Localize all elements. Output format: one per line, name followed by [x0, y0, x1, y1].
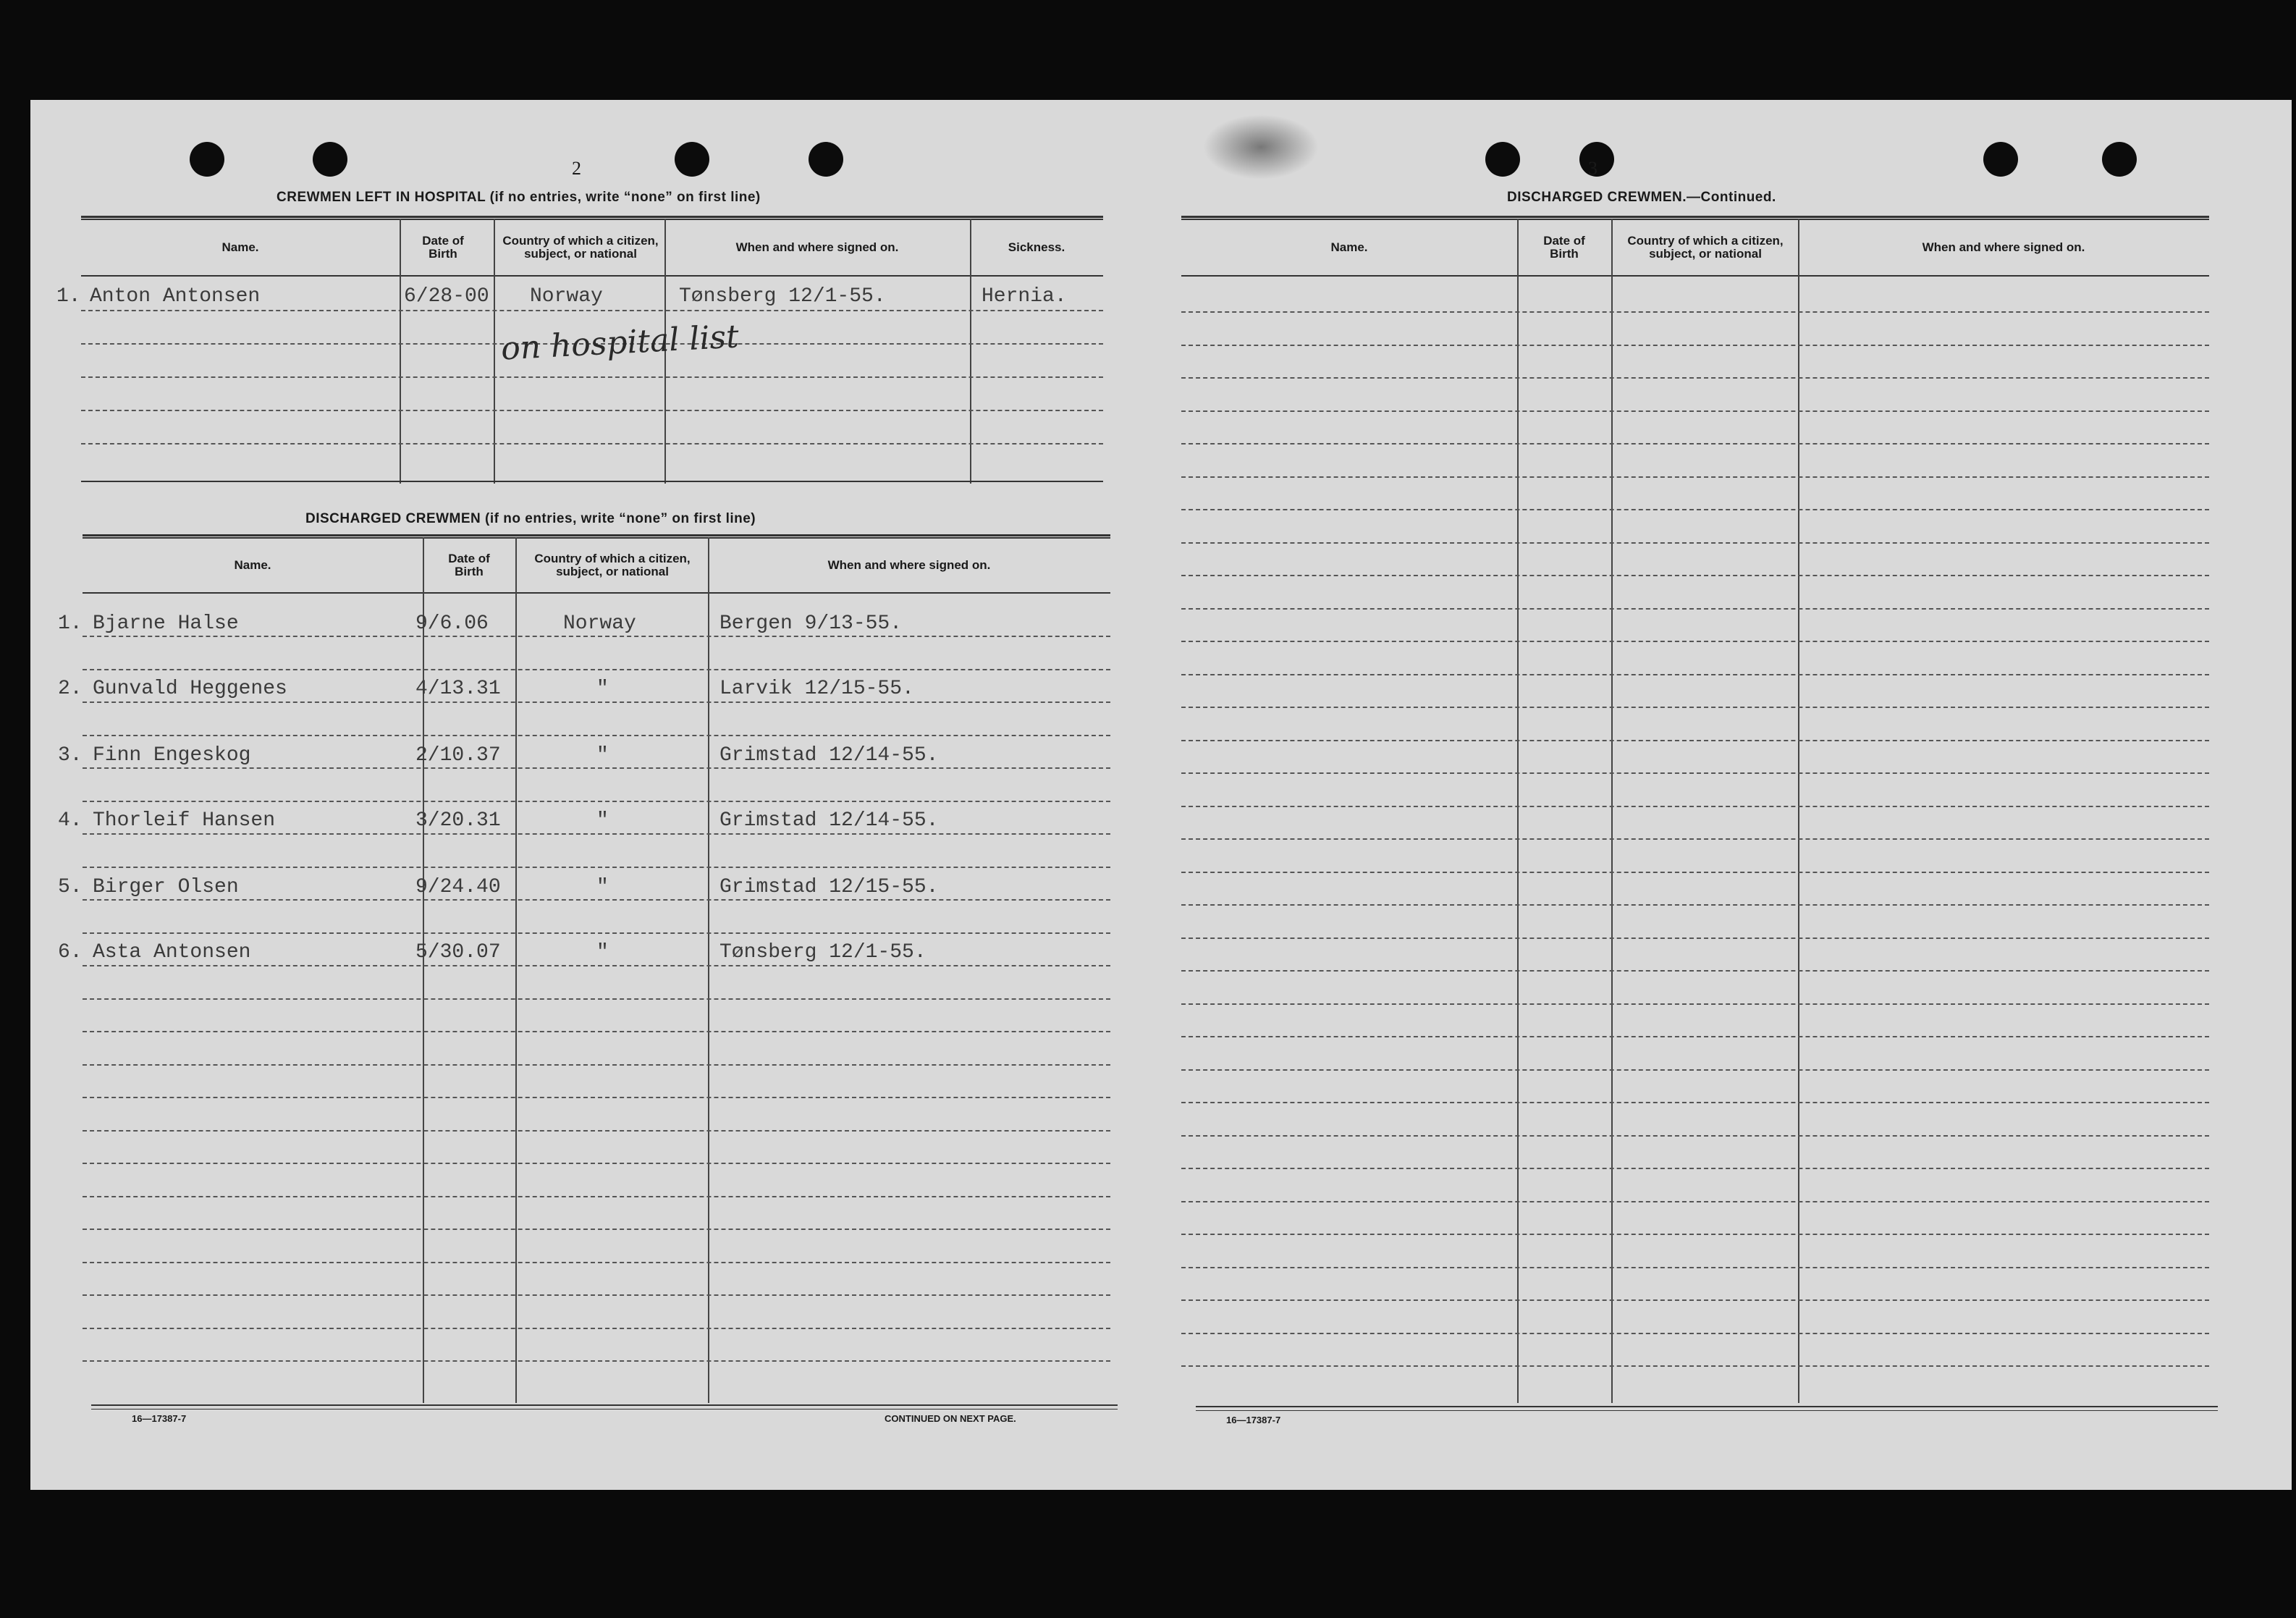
row-line: [81, 443, 1103, 444]
row-line: [1181, 377, 2209, 379]
punch-hole: [675, 142, 709, 177]
header-signed-on: When and where signed on.: [735, 240, 899, 254]
discharged-section-title: DISCHARGED CREWMEN (if no entries, write “none” on first line): [305, 511, 756, 526]
row-number: 1.: [56, 285, 81, 308]
row-line: [83, 932, 1110, 934]
bottom-rule: [91, 1404, 1118, 1410]
row-line: [83, 1130, 1110, 1132]
row-line: [1181, 1168, 2209, 1169]
page-number: 2: [572, 158, 581, 179]
row-line: [1181, 542, 2209, 544]
header-dob: Date of Birth: [448, 552, 490, 578]
row-line: [83, 965, 1110, 966]
header-signed-on: When and where signed on.: [827, 558, 991, 572]
row-number: 5.: [58, 876, 83, 898]
punch-hole: [190, 142, 224, 177]
row-line: [81, 376, 1103, 378]
table-top-rule: [81, 216, 1103, 220]
crew-dob: 6/28-00: [404, 285, 489, 308]
row-line: [83, 701, 1110, 703]
row-line: [1181, 707, 2209, 708]
row-line: [1181, 1365, 2209, 1367]
header-country: Country of which a citizen, subject, or national: [1627, 234, 1784, 261]
crew-signed-on: Tønsberg 12/1-55.: [679, 285, 886, 308]
row-number: 6.: [58, 941, 83, 964]
row-line: [1181, 1267, 2209, 1268]
row-number: 2.: [58, 678, 83, 700]
crew-name: Anton Antonsen: [90, 285, 261, 308]
row-number: 3.: [58, 744, 83, 767]
row-line: [1181, 443, 2209, 444]
form-code: 16—17387-7: [132, 1413, 187, 1424]
form-code: 16—17387-7: [1226, 1415, 1281, 1425]
column-rule: [1611, 219, 1613, 1403]
row-line: [1181, 872, 2209, 873]
row-line: [83, 1064, 1110, 1066]
punch-hole: [2102, 142, 2137, 177]
header-dob: Date of Birth: [1543, 234, 1585, 261]
row-line: [81, 310, 1103, 311]
row-line: [1181, 904, 2209, 906]
crew-dob: 9/6.06: [415, 612, 489, 635]
row-line: [1181, 608, 2209, 610]
punch-hole: [1983, 142, 2018, 177]
continued-note: CONTINUED ON NEXT PAGE.: [885, 1413, 1016, 1424]
row-line: [1181, 410, 2209, 412]
crew-name: Asta Antonsen: [93, 941, 251, 964]
row-line: [83, 1229, 1110, 1230]
row-line: [1181, 937, 2209, 939]
row-line: [81, 410, 1103, 411]
hospital-section-title: CREWMEN LEFT IN HOSPITAL (if no entries, write “none” on first line): [277, 190, 761, 205]
crew-signed-on: Bergen 9/13-55.: [719, 612, 903, 635]
row-line: [1181, 740, 2209, 741]
row-line: [1181, 641, 2209, 642]
header-signed-on: When and where signed on.: [1922, 240, 2085, 254]
row-line: [83, 669, 1110, 670]
page-number: 3: [1588, 158, 1598, 179]
crew-country: ": [596, 744, 609, 767]
row-line: [83, 1031, 1110, 1032]
row-line: [83, 1328, 1110, 1329]
row-line: [83, 636, 1110, 637]
crew-country: Norway: [530, 285, 603, 308]
row-line: [83, 1097, 1110, 1098]
crew-country: ": [596, 941, 609, 964]
row-line: [1181, 970, 2209, 972]
row-line: [83, 735, 1110, 736]
header-sickness: Sickness.: [1008, 240, 1065, 254]
crew-country: ": [596, 678, 609, 700]
crew-name: Birger Olsen: [93, 876, 239, 898]
row-line: [1181, 575, 2209, 576]
header-name: Name.: [234, 558, 271, 572]
row-line: [1181, 345, 2209, 346]
row-line: [1181, 1201, 2209, 1202]
crew-signed-on: Grimstad 12/14-55.: [719, 744, 939, 767]
crew-signed-on: Tønsberg 12/1-55.: [719, 941, 927, 964]
row-line: [1181, 1234, 2209, 1235]
crew-signed-on: Grimstad 12/14-55.: [719, 809, 939, 832]
row-line: [83, 899, 1110, 901]
row-line: [1181, 772, 2209, 774]
punch-hole: [809, 142, 843, 177]
column-rule: [708, 537, 709, 1403]
crew-name: Bjarne Halse: [93, 612, 239, 635]
row-line: [1181, 806, 2209, 807]
header-dob: Date of Birth: [422, 234, 464, 261]
column-rule: [1517, 219, 1519, 1403]
table-bottom-rule: [81, 481, 1103, 482]
crew-sickness: Hernia.: [982, 285, 1067, 308]
punch-hole: [1485, 142, 1520, 177]
table-top-rule: [1181, 216, 2209, 220]
header-name: Name.: [221, 240, 259, 254]
row-line: [83, 801, 1110, 802]
row-number: 1.: [58, 612, 83, 635]
row-line: [83, 1294, 1110, 1296]
row-line: [83, 833, 1110, 835]
row-line: [83, 998, 1110, 1000]
paper-smudge: [1203, 114, 1319, 180]
discharged-continued-title: DISCHARGED CREWMEN.—Continued.: [1507, 190, 1776, 205]
handwritten-note: on hospital list: [499, 318, 740, 368]
row-line: [1181, 1003, 2209, 1005]
header-name: Name.: [1330, 240, 1368, 254]
right-page: [1160, 100, 2292, 1490]
discharged-continued-table: [1181, 216, 2209, 1403]
crew-country: ": [596, 809, 609, 832]
hospital-table: [56, 216, 1103, 485]
row-line: [1181, 1102, 2209, 1103]
row-line: [83, 1360, 1110, 1362]
header-country: Country of which a citizen, subject, or national: [534, 552, 691, 578]
column-rule: [1798, 219, 1799, 1403]
row-line: [1181, 1135, 2209, 1137]
row-number: 4.: [58, 809, 83, 832]
row-line: [1181, 311, 2209, 313]
column-rule: [515, 537, 517, 1403]
crew-name: Thorleif Hansen: [93, 809, 276, 832]
row-line: [83, 1196, 1110, 1197]
row-line: [83, 767, 1110, 769]
row-line: [1181, 674, 2209, 675]
row-line: [83, 1163, 1110, 1164]
crew-signed-on: Grimstad 12/15-55.: [719, 876, 939, 898]
row-line: [83, 1262, 1110, 1263]
crew-dob: 2/10.37: [415, 744, 501, 767]
row-line: [1181, 476, 2209, 478]
column-rule: [423, 537, 424, 1403]
crew-dob: 3/20.31: [415, 809, 501, 832]
row-line: [83, 867, 1110, 868]
row-line: [1181, 1069, 2209, 1071]
left-page: [30, 100, 1160, 1490]
header-rule: [81, 275, 1103, 277]
row-line: [1181, 509, 2209, 510]
bottom-rule: [1196, 1406, 2218, 1411]
crew-name: Finn Engeskog: [93, 744, 251, 767]
crew-dob: 5/30.07: [415, 941, 501, 964]
crew-dob: 4/13.31: [415, 678, 501, 700]
crew-country: ": [596, 876, 609, 898]
row-line: [1181, 1333, 2209, 1334]
row-line: [1181, 838, 2209, 840]
discharged-table: [58, 534, 1110, 1403]
table-top-rule: [83, 534, 1110, 539]
header-rule: [1181, 275, 2209, 277]
crew-dob: 9/24.40: [415, 876, 501, 898]
punch-hole: [313, 142, 347, 177]
header-country: Country of which a citizen, subject, or national: [502, 234, 659, 261]
row-line: [1181, 1299, 2209, 1301]
crew-country: Norway: [563, 612, 636, 635]
crew-name: Gunvald Heggenes: [93, 678, 287, 700]
header-rule: [83, 592, 1110, 594]
document-sheet: [30, 100, 2292, 1490]
row-line: [1181, 1036, 2209, 1037]
crew-signed-on: Larvik 12/15-55.: [719, 678, 914, 700]
